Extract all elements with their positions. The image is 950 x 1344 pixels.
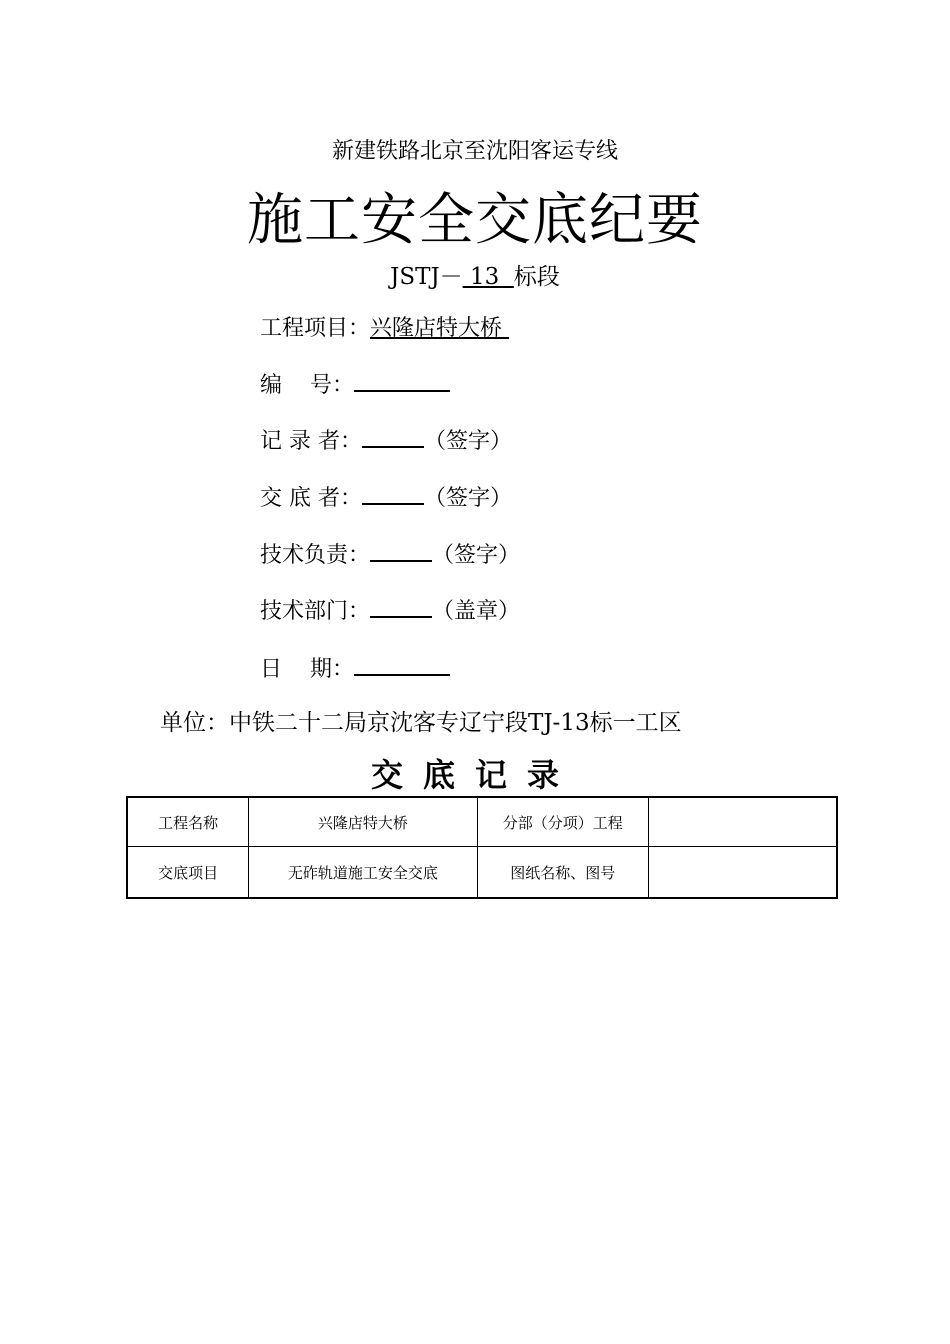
table-cell: 工程名称 [127, 797, 249, 847]
number-label: 编 号： [260, 373, 354, 398]
tech-lead-field [260, 538, 520, 569]
project-field [260, 311, 509, 342]
project-value: 兴隆店特大桥 [370, 316, 510, 341]
recorder-note: （签字） [424, 429, 513, 454]
section-suffix: 标段 [513, 264, 560, 290]
record-table [126, 796, 838, 899]
unit-line: 单位：中铁二十二局京沈客专辽宁段TJ-13标一工区 [160, 710, 682, 736]
table-row [127, 797, 837, 847]
project-label: 工程项目： [260, 316, 371, 341]
recorder-blank [362, 426, 424, 448]
tech-dept-blank [370, 596, 432, 618]
tech-lead-note: （签字） [432, 543, 521, 568]
recorder-label: 记 录 者： [260, 429, 362, 454]
section-prefix: JSTJ－ [390, 264, 463, 290]
tech-dept-field [260, 594, 520, 625]
date-blank [354, 654, 450, 676]
table-cell: 分部（分项）工程 [477, 797, 649, 847]
table-cell: 交底项目 [127, 847, 249, 899]
document-title: 施工安全交底纪要 [247, 188, 703, 253]
section-line [0, 258, 950, 291]
table-cell: 无砟轨道施工安全交底 [249, 847, 477, 899]
number-blank [354, 370, 450, 392]
table-row [127, 847, 837, 899]
table-cell [649, 797, 837, 847]
table-cell: 兴隆店特大桥 [249, 797, 477, 847]
tech-lead-label: 技术负责： [260, 543, 371, 568]
presenter-note: （签字） [424, 486, 513, 511]
presenter-blank [362, 483, 424, 505]
tech-dept-note: （盖章） [432, 599, 521, 624]
recorder-field [260, 424, 512, 455]
number-field [260, 368, 450, 399]
document-subtitle: 新建铁路北京至沈阳客运专线 [331, 139, 618, 164]
record-title: 交底记录 [370, 756, 579, 794]
tech-dept-label: 技术部门： [260, 599, 371, 624]
section-number: 13 [462, 264, 514, 290]
table-cell [649, 847, 837, 899]
tech-lead-blank [370, 540, 432, 562]
date-field [260, 652, 450, 683]
presenter-label: 交 底 者： [260, 486, 362, 511]
presenter-field [260, 481, 512, 512]
date-label: 日 期： [260, 657, 354, 682]
table-cell: 图纸名称、图号 [477, 847, 649, 899]
